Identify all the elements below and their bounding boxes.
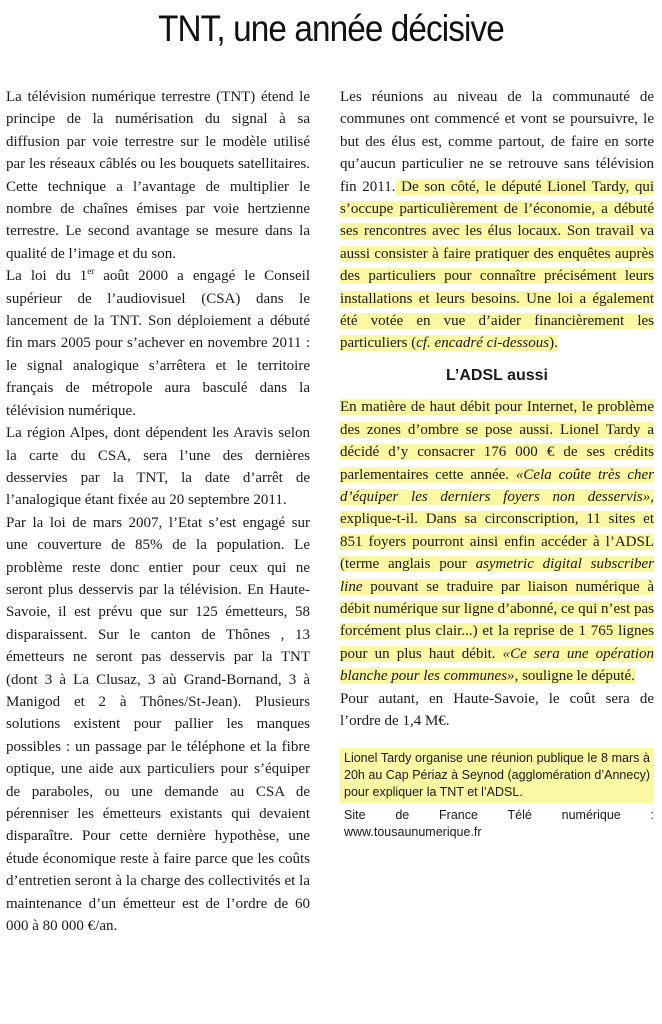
adsl-text-d: , souligne le député.: [514, 668, 635, 685]
reunions-text: Les réunions au niveau de la communauté de communes ont commencé et vont se poursuivre, le but des élus est, comme partout, de faire en sorte qu’aucun particulier ne se retrouve sans télévision fin 2011.: [340, 89, 654, 195]
paragraph-region-alpes: La région Alpes, dont dépendent les Aravis selon la carte du CSA, sera l’une des dernières desservies par la TNT, la date d’arrêt de l’analogique étant fixée au 20 septembre 2011.: [6, 425, 310, 509]
depute-text-b: ).: [549, 335, 558, 352]
quote-operation-blanche: «Ce sera une opération blanche pour les communes»: [340, 645, 654, 685]
quote-cout: «Cela coûte très cher d’équiper les derniers foyers non desservis»: [340, 466, 654, 505]
site-reference: Site de France Télé numérique : www.tousaunumerique.fr: [344, 808, 654, 840]
loi-2000-text-a: La loi du 1: [6, 268, 88, 285]
subheading-adsl: L’ADSL aussi: [446, 366, 548, 384]
paragraph-tnt-intro: La télévision numérique terrestre (TNT) étend le principe de la numérisation du signal à sa diffusion par voie terrestre sur le modèle utilisé par les réseaux câblés ou les bouquets satellitaires. Cette technique a l’avantage de multiplier le nombre de chaînes émises par voie hertzienne terrestre. Le second avantage se mesure dans la qualité de l’image et du son.: [6, 89, 310, 262]
loi-2000-text-b: août 2000 a engagé le Conseil supérieur de l’audiovisuel (CSA) dans le lancement de la TNT. Son déploiement a débuté fin mars 2005 pour s’achever en novembre 2011 : le signal analogique s’arrêtera et le territoire français de métropole aura basculé dans la télévision numérique.: [6, 268, 310, 419]
adsl-text-a: En matière de haut débit pour Internet, le problème des zones d’ombre se pose aussi. Lionel Tardy a décidé d’y consacrer 176 000 € de ses crédits parlementaires cette année.: [340, 399, 654, 483]
highlight-adsl: [340, 399, 654, 684]
reference-encadre: cf. encadré ci-dessous: [416, 335, 550, 352]
ordinal-superscript: er: [87, 266, 95, 277]
right-column: [340, 86, 654, 841]
adsl-english-term: asymetric digital subscriber line: [340, 556, 654, 595]
reunion-publique-box: Lionel Tardy organise une réunion publique le 8 mars à 20h au Cap Périaz à Seynod (agglomération d’Annecy) pour expliquer la TNT et l’ADSL.: [340, 748, 654, 803]
depute-text-a: De son côté, le député Lionel Tardy, qui s’occupe particulièrement de l’économie, a débuté ses rencontres avec les élus locaux. Son travail va aussi consister à faire pratiquer des enquêtes auprès des particuliers pour connaître précisément leurs installations et leurs besoins. Une loi a également été votée en vue d’aider financièrement les particuliers (: [340, 178, 655, 352]
paragraph-adsl: [340, 396, 654, 687]
article-title: TNT, une année décisive: [158, 8, 504, 49]
paragraph-loi-2000: [6, 265, 310, 422]
highlight-depute-tardy: [340, 179, 654, 352]
paragraph-loi-2007: Par la loi de mars 2007, l’Etat s’est engagé sur une couverture de 85% de la population. Le problème reste donc entier pour ceux qui ne seront plus desservis par la télévision. En Haute-Savoie, il est prévu que sur 125 émetteurs, 58 disparaissent. Sur le canton de Thônes , 13 émetteurs ne seront pas desservis par la TNT (dont 3 à La Clusaz, 3 aù Grand-Bornand, 3 à Manigod et 2 à Thônes/St-Jean). Plusieurs solutions existent pour pallier les manques possibles : un passage par le téléphone et la fibre optique, une aide aux particuliers pour s’équiper de paraboles, ou une demande au CSA de pérenniser les émetteurs existants qui devaient disparaître. Pour cette dernière hypothèse, une étude économique reste à faire parce que les coûts d’entretien seront à la charge des collectivités et la maintenance d’un émetteur est de l’ordre de 60 000 à 80 000 €/an.: [6, 514, 310, 935]
paragraph-cout-haute-savoie: Pour autant, en Haute-Savoie, le coût sera de l’ordre de 1,4 M€.: [340, 690, 654, 729]
left-column: [6, 86, 310, 937]
adsl-text-b: , explique-t-il. Dans sa circonscription, 11 sites et 851 foyers pourront ainsi enfin accéder à l’ADSL (terme anglais pour: [340, 488, 654, 573]
adsl-text-c: pouvant se traduire par liaison numérique à débit numérique sur ligne d’abonné, ce qui n’est pas forcément plus clair...) et la reprise de 1 765 lignes pour un plus haut débit.: [340, 578, 654, 662]
paragraph-reunions: [340, 86, 654, 355]
